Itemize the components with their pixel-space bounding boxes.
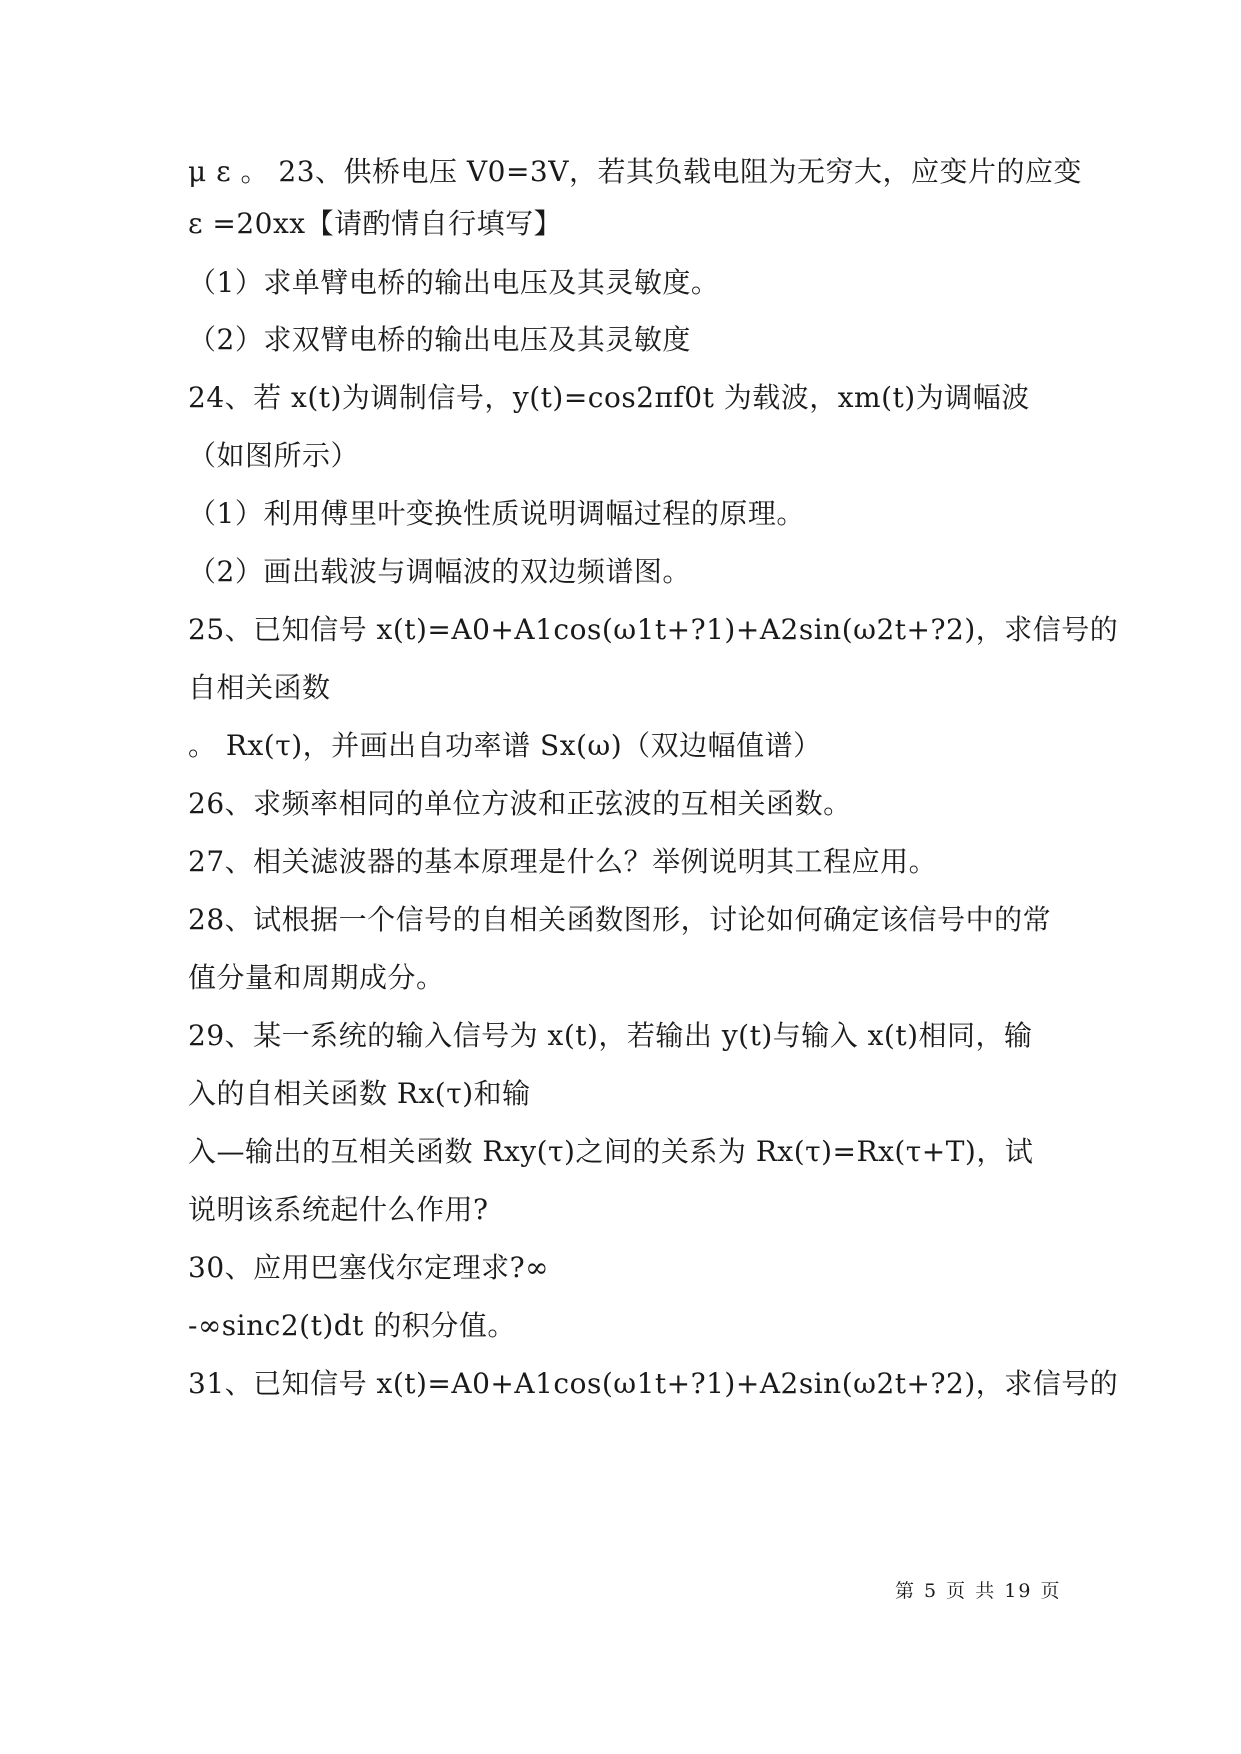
text-line: 28、试根据一个信号的自相关函数图形，讨论如何确定该信号中的常	[188, 903, 1052, 936]
text-line: 27、相关滤波器的基本原理是什么？举例说明其工程应用。	[188, 845, 938, 878]
text-line: 25、已知信号 x(t)=A0+A1cos(ω1t+?1)+A2sin(ω2t+?2)，求信号的	[188, 613, 1119, 646]
text-line: （2）画出载波与调幅波的双边频谱图。	[188, 555, 691, 588]
text-line: 30、应用巴塞伐尔定理求?∞	[188, 1251, 549, 1284]
page-footer: 第 5 页 共 19 页	[895, 1580, 1062, 1602]
text-line: 。 Rx(τ)，并画出自功率谱 Sx(ω)（双边幅值谱）	[188, 729, 822, 762]
document-body	[188, 155, 1119, 1595]
text-line: （1）利用傅里叶变换性质说明调幅过程的原理。	[188, 497, 805, 530]
text-line: 值分量和周期成分。	[188, 961, 445, 994]
text-line: ε =20xx【请酌情自行填写】	[188, 207, 563, 240]
text-line: （如图所示）	[188, 439, 360, 472]
text-line: -∞sinc2(t)dt 的积分值。	[188, 1309, 516, 1342]
text-line: 说明该系统起什么作用?	[188, 1193, 489, 1226]
text-line: 24、若 x(t)为调制信号，y(t)=cos2πf0t 为载波，xm(t)为调幅波	[188, 381, 1030, 414]
text-line: （2）求双臂电桥的输出电压及其灵敏度	[188, 323, 691, 356]
text-line: 31、已知信号 x(t)=A0+A1cos(ω1t+?1)+A2sin(ω2t+?2)，求信号的	[188, 1367, 1119, 1400]
text-line: 自相关函数	[188, 671, 331, 704]
text-line: 26、求频率相同的单位方波和正弦波的互相关函数。	[188, 787, 852, 820]
text-line: 入的自相关函数 Rx(τ)和输	[188, 1077, 531, 1110]
text-line: （1）求单臂电桥的输出电压及其灵敏度。	[188, 266, 720, 299]
text-line: 入—输出的互相关函数 Rxy(τ)之间的关系为 Rx(τ)=Rx(τ+T)，试	[188, 1135, 1034, 1168]
text-line: μ ε 。 23、供桥电压 V0=3V，若其负载电阻为无穷大，应变片的应变	[188, 155, 1082, 188]
text-line: 29、某一系统的输入信号为 x(t)，若输出 y(t)与输入 x(t)相同，输	[188, 1019, 1033, 1052]
